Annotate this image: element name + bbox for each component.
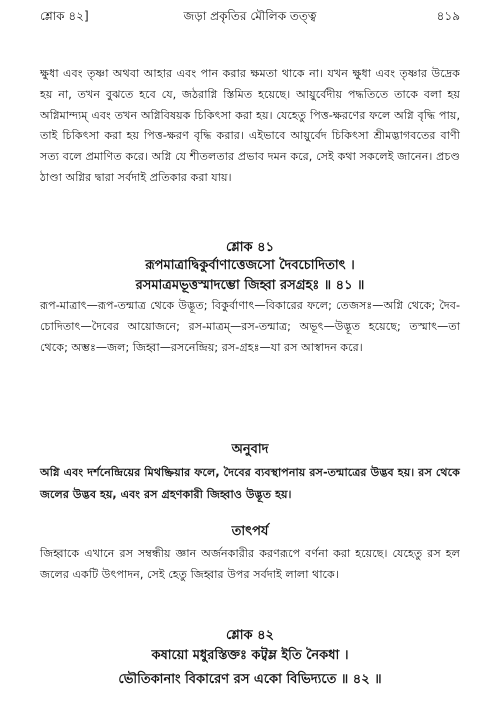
translation-heading: অনুবাদ [231,442,269,457]
purport-heading: তাৎপর্য [231,524,269,539]
purport-continuation-paragraph: ক্ষুধা এবং তৃষ্ণা অথবা আহার এবং পান করার ক্ষমতা থাকে না। যখন ক্ষুধা এবং তৃষ্ণার উদ্রেক হয় না, তখন বুঝতে হবে যে, জঠরাগ্নি স্তিমিত হয়েছে। আয়ুর্বেদীয় পদ্ধতিতে তাকে বলা হয় অগ্নিমান্দ্যম্ এবং তখন অগ্নিবিষয়ক চিকিৎসা করা হয়। যেহেতু পিত্ত-ক্ষরণের ফলে অগ্নি বৃদ্ধি পায়, তাই চিকিৎসা করা হয় পিত্ত-ক্ষরণ বৃদ্ধি করার। এইভাবে আয়ুর্বেদ চিকিৎসা শ্রীমদ্ভাগবতের বাণী সত্য বলে প্রমাণিত করে। অগ্নি যে শীতলতার প্রভাব দমন করে, সেই কথা সকলেই জানেন। প্রচণ্ড ঠাণ্ডা অগ্নির দ্বারা সর্বদাই প্রতিকার করা যায়। [40,67,460,184]
verse-42-heading: শ্লোক ৪২ [225,628,275,643]
verse-41-line-1: রূপমাত্রাদ্বিকুর্বাণাত্তেজসো দৈবচোদিতাৎ । [145,258,355,273]
running-header [40,8,460,26]
verse-42-line-1: কষায়ো মধুরস্তিক্তঃ কট্বম্ল ইতি নৈকধা । [151,648,349,663]
verse-41-line-2: রসমাত্রমভূত্তস্মাদম্ভো জিহ্বা রসগ্রহঃ ॥ ৪১ ॥ [135,278,365,293]
header-verse-ref: শ্লোক ৪২] [40,9,89,23]
verse-41-translation: অগ্নি এবং দর্শনেন্দ্রিয়ের মিথষ্ক্রিয়ার ফলে, দৈবের ব্যবস্থাপনায় রস-তন্মাত্রের উদ্ভব হয়। রস থেকে জলের উদ্ভব হয়, এবং রস গ্রহণকারী জিহ্বাও উদ্ভূত হয়। [40,466,460,501]
header-chapter-title: জড়া প্রকৃতির মৌলিক তত্ত্ব [183,9,317,23]
page-number: ৪১৯ [436,9,460,23]
verse-41-purport: জিহ্বাকে এখানে রস সম্বন্ধীয় জ্ঞান অর্জনকারীর করণরূপে বর্ণনা করা হয়েছে। যেহেতু রস হল জলের একটি উৎপাদন, সেই হেতু জিহ্বার উপর সর্বদাই লালা থাকে। [40,547,460,581]
verse-41-heading: শ্লোক ৪১ [225,240,275,255]
verse-42-line-2: ভৌতিকানাং বিকারেণ রস একো বিভিদ্যতে ॥ ৪২ ॥ [118,672,382,687]
verse-41-synonyms: রূপ-মাত্রাৎ—রূপ-তন্মাত্র থেকে উদ্ভূত; বিকুর্বাণাৎ—বিকারের ফলে; তেজসঃ—অগ্নি থেকে; দৈব-চোদিতাৎ—দৈবের আয়োজনে; রস-মাত্রম্—রস-তন্মাত্র; অভূৎ—উদ্ভূত হয়েছে; তস্মাৎ—তা থেকে; অম্ভঃ—জল; জিহ্বা—রসনেন্দ্রিয়; রস-গ্রহঃ—যা রস আস্বাদন করে। [40,299,460,354]
